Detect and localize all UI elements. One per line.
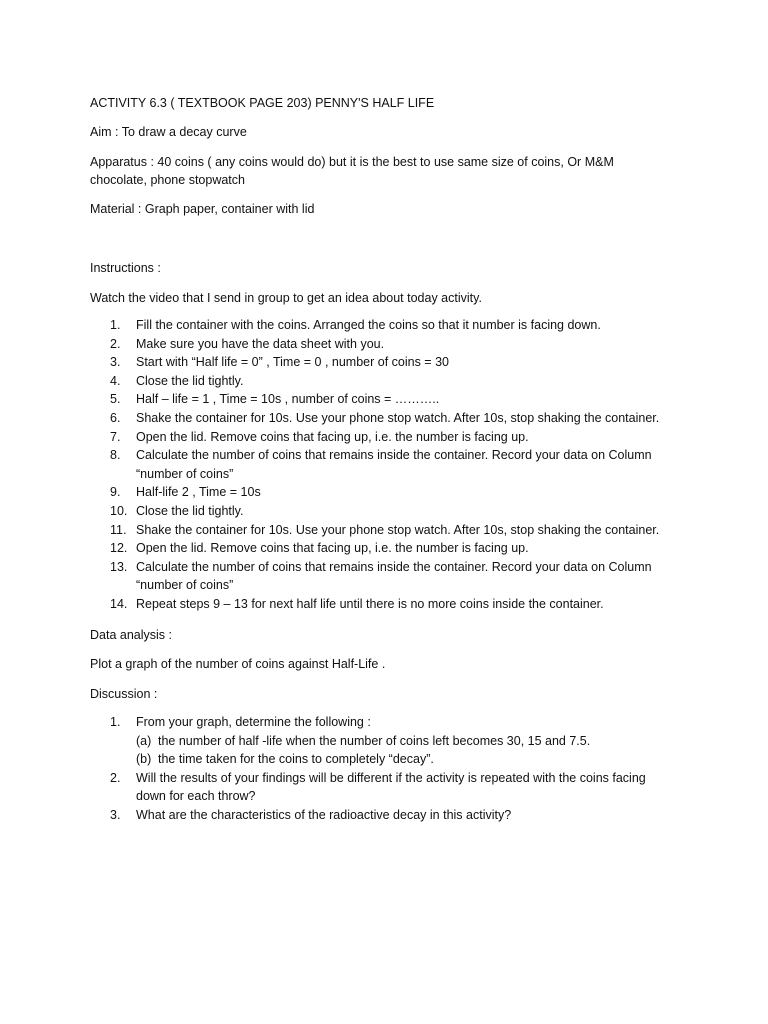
list-item: 3. Start with “Half life = 0” , Time = 0 , number of coins = 30 bbox=[110, 355, 449, 370]
discussion-heading: Discussion : bbox=[90, 687, 158, 701]
list-item: 11. Shake the container for 10s. Use your phone stop watch. After 10s, stop shaking the container. bbox=[110, 522, 660, 537]
list-item: 14. Repeat steps 9 – 13 for next half life until there is no more coins inside the container. bbox=[110, 596, 604, 611]
data-analysis-heading: Data analysis : bbox=[90, 628, 172, 642]
discussion-list bbox=[90, 713, 690, 825]
apparatus-line-2: chocolate, phone stopwatch bbox=[90, 173, 245, 187]
material-line: Material : Graph paper, container with lid bbox=[90, 202, 315, 216]
instructions-heading: Instructions : bbox=[90, 261, 161, 275]
list-item: 9. Half-life 2 , Time = 10s bbox=[110, 485, 261, 500]
list-item: 5. Half – life = 1 , Time = 10s , number of coins = ……….. bbox=[110, 392, 440, 407]
list-item: 8. Calculate the number of coins that remains inside the container. Record your data on Column “number of coins” bbox=[110, 448, 652, 481]
activity-title: ACTIVITY 6.3 ( TEXTBOOK PAGE 203) PENNY'S HALF LIFE bbox=[90, 96, 435, 110]
list-item: 2. Will the results of your findings will be different if the activity is repeated with the coins facing down for each throw? bbox=[110, 770, 646, 804]
list-item: 6. Shake the container for 10s. Use your phone stop watch. After 10s, stop shaking the container. bbox=[110, 410, 660, 425]
list-item: 1. Fill the container with the coins. Arranged the coins so that it number is facing down. bbox=[110, 318, 601, 332]
list-item: 1. From your graph, determine the following : (a) the number of half -life when the number of coins left becomes 30, 15 and 7.5. (b) the time taken for the coins to completely “decay”. bbox=[90, 713, 690, 769]
list-item: 3. What are the characteristics of the radioactive decay in this activity? bbox=[110, 807, 512, 822]
watch-video-text: Watch the video that I send in group to get an idea about today activity. bbox=[90, 291, 482, 305]
plot-instruction-text: Plot a graph of the number of coins against Half-Life . bbox=[90, 657, 386, 671]
instruction-steps-list bbox=[90, 316, 690, 614]
apparatus-line-1: Apparatus : 40 coins ( any coins would do) but it is the best to use same size of coins, Or M&M bbox=[90, 155, 614, 169]
list-item: 13. Calculate the number of coins that remains inside the container. Record your data on Column “number of coins” bbox=[110, 559, 652, 593]
list-item: 2. Make sure you have the data sheet with you. bbox=[110, 336, 385, 351]
list-item: 7. Open the lid. Remove coins that facing up, i.e. the number is facing up. bbox=[110, 429, 529, 444]
sub-question-b: (b) the time taken for the coins to completely “decay”. bbox=[136, 752, 434, 767]
list-item: 4. Close the lid tightly. bbox=[110, 373, 244, 388]
aim-line: Aim : To draw a decay curve bbox=[90, 125, 247, 139]
list-item: 10. Close the lid tightly. bbox=[110, 503, 244, 518]
sub-question-a: (a) the number of half -life when the number of coins left becomes 30, 15 and 7.5. bbox=[136, 733, 591, 748]
list-item: 12. Open the lid. Remove coins that facing up, i.e. the number is facing up. bbox=[110, 541, 529, 556]
